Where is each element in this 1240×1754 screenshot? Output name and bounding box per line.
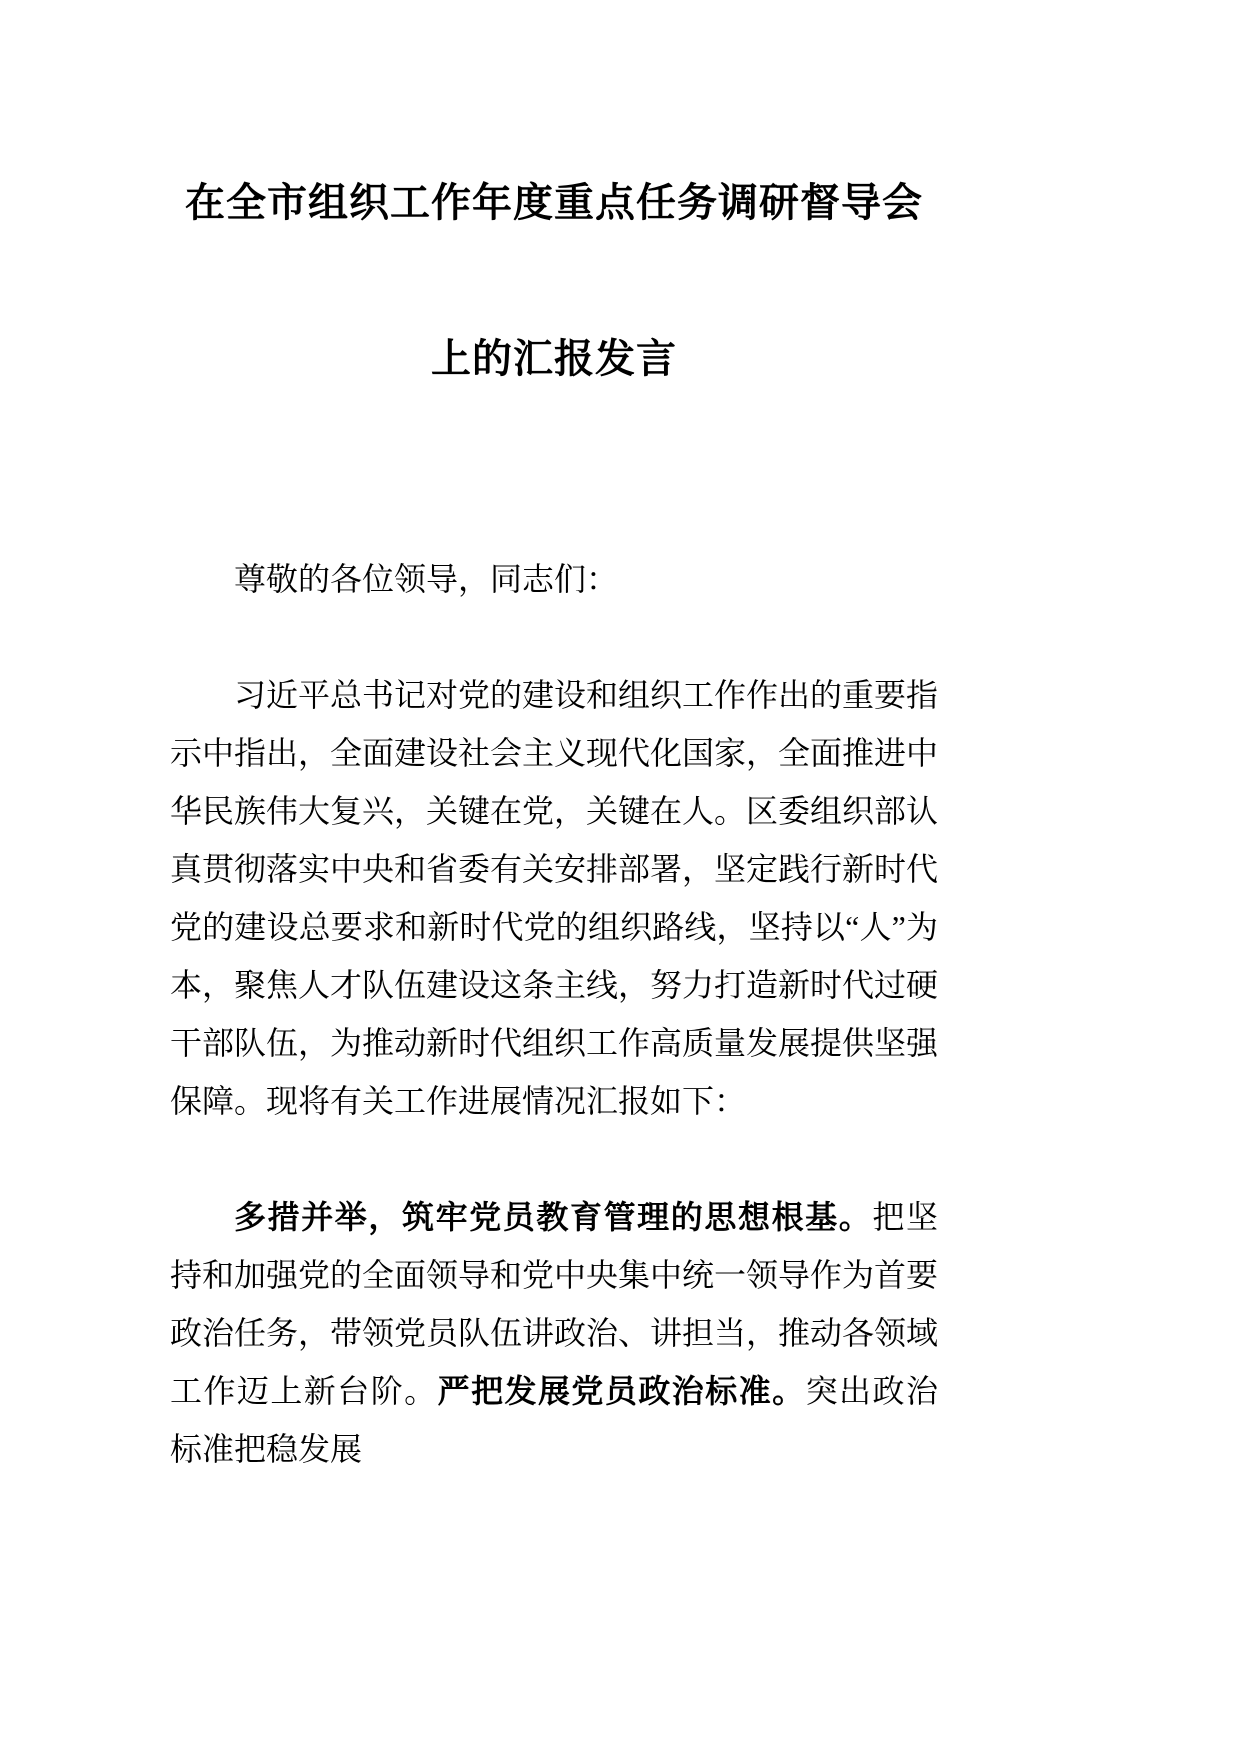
emphasized-text: 多措并举，筑牢党员教育管理的思想根基。 xyxy=(234,1199,873,1235)
body-text: 突出政治标准把稳发展 xyxy=(170,1373,938,1467)
body-paragraph-1 xyxy=(170,666,938,1130)
body-text: 习近平总书记对党的建设和组织工作作出的重要指示中指出，全面建设社会主义现代化国家，全面推进中华民族伟大复兴，关键在党，关键在人。区委组织部认真贯彻落实中央和省委有关安排部署，坚定践行新时代党的建设总要求和新时代党的组织路线，坚持以“人”为本，聚焦人才队伍建设这条主线，努力打造新时代过硬干部队伍，为推动新时代组织工作高质量发展提供坚强保障。现将有关工作进展情况汇报如下： xyxy=(170,677,939,1119)
document-title-line-1: 在全市组织工作年度重点任务调研督导会 xyxy=(185,180,923,225)
document-title-line-2: 上的汇报发言 xyxy=(431,336,677,381)
emphasized-text: 严把发展党员政治标准。 xyxy=(437,1373,806,1409)
body-paragraph-2 xyxy=(170,1188,938,1478)
document-title xyxy=(170,170,938,392)
body-text: 把坚持和加强党的全面领导和党中央集中统一领导作为首要政治任务，带领党员队伍讲政治、讲担当，推动各领域工作迈上新台阶。 xyxy=(170,1199,939,1409)
greeting-line: 尊敬的各位领导，同志们： xyxy=(234,561,619,597)
